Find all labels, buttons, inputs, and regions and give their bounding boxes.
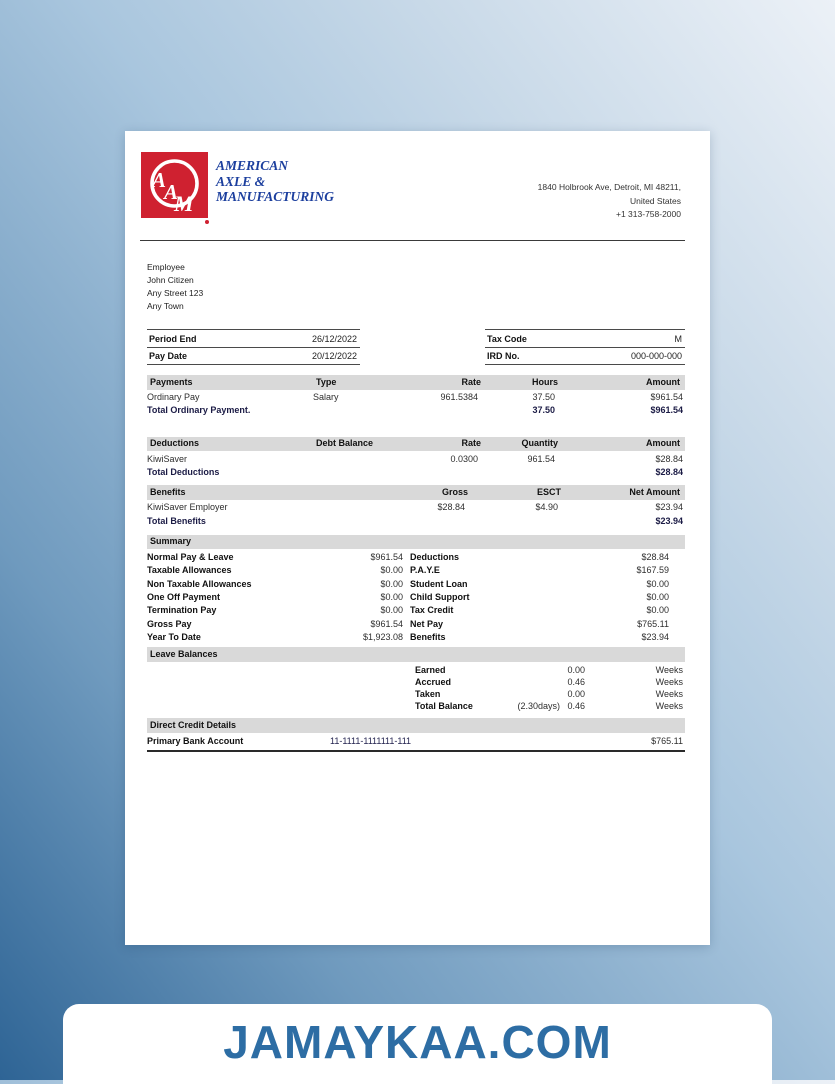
leave-unit: Weeks [655, 665, 683, 676]
type-header: Type [316, 376, 337, 387]
company-name [216, 158, 334, 205]
benefit-name: KiwiSaver Employer [147, 502, 228, 513]
empty-cell [388, 405, 478, 416]
summary-row [147, 604, 685, 617]
deduction-name: KiwiSaver [147, 453, 188, 464]
address-line: 1840 Holbrook Ave, Detroit, MI 48211, [537, 182, 681, 192]
ird-no-label: IRD No. [487, 351, 520, 361]
summary-label: Deductions [410, 552, 460, 563]
payment-hours: 37.50 [532, 392, 555, 402]
summary-value: $0.00 [380, 565, 403, 576]
spacer [147, 664, 415, 676]
summary-label: Benefits [410, 631, 446, 642]
summary-value: $0.00 [646, 592, 669, 603]
logo-letter-a2: A [164, 180, 179, 204]
company-line: AMERICAN [216, 158, 289, 173]
pay-date-row [147, 348, 360, 366]
amount-header: Amount [646, 376, 680, 387]
empty-cell [388, 467, 478, 478]
leave-days [510, 664, 560, 676]
summary-title: Summary [147, 535, 685, 550]
leave-label: Accrued [415, 677, 452, 688]
address-line: +1 313-758-2000 [616, 209, 681, 219]
summary-value: $0.00 [646, 605, 669, 616]
leave-label: Earned [415, 665, 446, 676]
leave-row [147, 676, 685, 688]
amount-header: Amount [646, 438, 680, 449]
payments-total-hours: 37.50 [532, 405, 555, 416]
spacer [147, 676, 415, 688]
empty-cell [388, 516, 465, 527]
tax-code-value: M [674, 333, 682, 344]
summary-value: $961.54 [370, 618, 403, 629]
bank-account-number: 11-1111-1111111-111 [330, 735, 412, 746]
deductions-total-label: Total Deductions [147, 466, 220, 477]
leave-label: Total Balance [415, 701, 473, 712]
deduction-rate: 0.0300 [450, 453, 478, 464]
tax-code-row [485, 330, 685, 348]
summary-label: Normal Pay & Leave [147, 552, 234, 563]
hours-header: Hours [531, 376, 558, 387]
payslip-tables [147, 329, 685, 752]
summary-label: Student Loan [410, 578, 468, 589]
empty-cell [465, 516, 558, 527]
quantity-header: Quantity [521, 438, 558, 449]
rate-header: Rate [461, 376, 481, 387]
summary-value: $961.54 [370, 552, 403, 563]
benefits-header: Benefits [150, 486, 186, 497]
payment-rate: 961.5384 [440, 392, 478, 402]
benefits-header-row [147, 485, 685, 500]
rate-header: Rate [461, 438, 481, 449]
summary-row [147, 618, 685, 631]
aam-logo-icon [141, 152, 208, 218]
deduction-amount: $28.84 [655, 453, 683, 464]
summary-label: Non Taxable Allowances [147, 578, 252, 589]
spacer [147, 700, 415, 712]
payment-amount: $961.54 [650, 392, 683, 402]
period-tax-section [147, 329, 685, 365]
benefits-section [147, 485, 685, 528]
benefits-total-net: $23.94 [655, 515, 683, 526]
employee-name: John Citizen [147, 275, 194, 285]
pay-date-label: Pay Date [149, 351, 188, 361]
summary-value: $765.11 [637, 618, 669, 629]
direct-credit-row [147, 733, 685, 753]
leave-days [510, 688, 560, 700]
benefit-esct: $4.90 [535, 502, 558, 513]
summary-label: Child Support [410, 592, 470, 603]
empty-cell [313, 405, 388, 416]
spacer [403, 631, 410, 644]
debt-balance-header: Debt Balance [316, 438, 374, 449]
summary-label: Termination Pay [147, 605, 217, 616]
summary-label: Net Pay [410, 618, 444, 629]
leave-value: 0.46 [567, 677, 585, 688]
ird-no-value: 000-000-000 [630, 351, 682, 361]
payment-type: Salary [313, 392, 339, 402]
deduction-quantity: 961.54 [527, 453, 555, 464]
leave-balances-title: Leave Balances [147, 647, 685, 662]
leave-value: 0.00 [567, 665, 585, 676]
period-end-label: Period End [149, 333, 197, 344]
pay-date-value: 20/12/2022 [311, 351, 357, 361]
company-address [538, 181, 681, 222]
table-row [147, 390, 685, 405]
deductions-section [147, 437, 685, 480]
summary-value: $23.94 [641, 631, 669, 642]
logo-letter-m: M [174, 191, 194, 216]
employee-label: Employee [147, 262, 185, 272]
leave-label: Taken [415, 689, 441, 700]
bank-account-label: Primary Bank Account [147, 735, 244, 746]
deductions-total-row [147, 466, 685, 479]
tax-table [485, 329, 685, 365]
employee-town: Any Town [147, 301, 184, 311]
benefits-total-label: Total Benefits [147, 515, 206, 526]
summary-label: One Off Payment [147, 592, 221, 603]
leave-unit: Weeks [655, 689, 683, 700]
payments-total-row [147, 404, 685, 417]
spacer [147, 688, 415, 700]
summary-label: Gross Pay [147, 618, 192, 629]
watermark-banner [63, 1004, 772, 1084]
spacer [403, 618, 410, 631]
leave-days [510, 676, 560, 688]
leave-row [147, 700, 685, 712]
leave-value: 0.46 [567, 701, 585, 712]
employee-street: Any Street 123 [147, 288, 204, 298]
benefit-gross: $28.84 [437, 502, 465, 513]
leave-value: 0.00 [567, 689, 585, 700]
spacer [403, 551, 410, 564]
summary-row [147, 591, 685, 604]
spacer [403, 604, 410, 617]
summary-row [147, 564, 685, 577]
summary-label: Tax Credit [410, 605, 454, 616]
summary-label: P.A.Y.E [410, 565, 440, 576]
net-amount-header: Net Amount [629, 486, 680, 497]
leave-row [147, 688, 685, 700]
tax-code-label: Tax Code [487, 333, 527, 344]
direct-credit-title: Direct Credit Details [147, 718, 685, 733]
address-line: United States [629, 195, 681, 206]
empty-cell [313, 467, 388, 478]
summary-label: Taxable Allowances [147, 565, 232, 576]
payments-total-amount: $961.54 [650, 405, 683, 416]
leave-balances-section [147, 647, 685, 712]
period-end-value: 26/12/2022 [311, 333, 357, 344]
benefits-total-row [147, 514, 685, 527]
deductions-total-amount: $28.84 [655, 466, 683, 477]
summary-row [147, 578, 685, 591]
summary-value: $0.00 [646, 578, 669, 589]
deduction-debt-balance [313, 454, 388, 465]
empty-cell [478, 467, 555, 478]
summary-value: $1,923.08 [362, 631, 403, 642]
summary-value: $0.00 [380, 592, 403, 603]
employee-block [147, 261, 203, 313]
ird-no-row [485, 348, 685, 366]
deductions-header: Deductions [150, 438, 200, 449]
payments-section [147, 375, 685, 418]
payment-name: Ordinary Pay [147, 392, 200, 402]
gross-header: Gross [441, 486, 468, 497]
table-row [147, 500, 685, 515]
summary-label: Year To Date [147, 631, 201, 642]
period-end-row [147, 330, 360, 348]
leave-row [147, 664, 685, 676]
watermark-text: JAMAYKAA.COM [223, 1016, 612, 1068]
summary-section [147, 535, 685, 645]
summary-row [147, 551, 685, 564]
direct-credit-section [147, 718, 685, 752]
bank-account-amount: $765.11 [651, 735, 683, 746]
esct-header: ESCT [536, 486, 561, 497]
spacer [403, 564, 410, 577]
company-line: AXLE & [216, 173, 266, 189]
summary-value: $28.84 [641, 552, 669, 563]
deductions-header-row [147, 437, 685, 452]
payments-header: Payments [150, 376, 193, 387]
summary-value: $167.59 [636, 565, 669, 576]
leave-unit: Weeks [655, 677, 683, 688]
company-line: MANUFACTURING [216, 189, 335, 204]
summary-value: $0.00 [380, 578, 403, 589]
leave-days: (2.30days) [517, 701, 560, 712]
payments-total-label: Total Ordinary Payment. [147, 405, 251, 416]
summary-row [147, 631, 685, 644]
table-row [147, 451, 685, 466]
registered-mark [205, 220, 209, 224]
logo-letter-a1: A [152, 168, 167, 192]
leave-unit: Weeks [655, 701, 683, 712]
spacer [403, 591, 410, 604]
period-table [147, 329, 360, 365]
header-divider [140, 240, 685, 241]
summary-value: $0.00 [380, 605, 403, 616]
spacer [403, 578, 410, 591]
payments-header-row [147, 375, 685, 390]
payslip-document [125, 131, 710, 945]
benefit-net: $23.94 [655, 502, 683, 513]
